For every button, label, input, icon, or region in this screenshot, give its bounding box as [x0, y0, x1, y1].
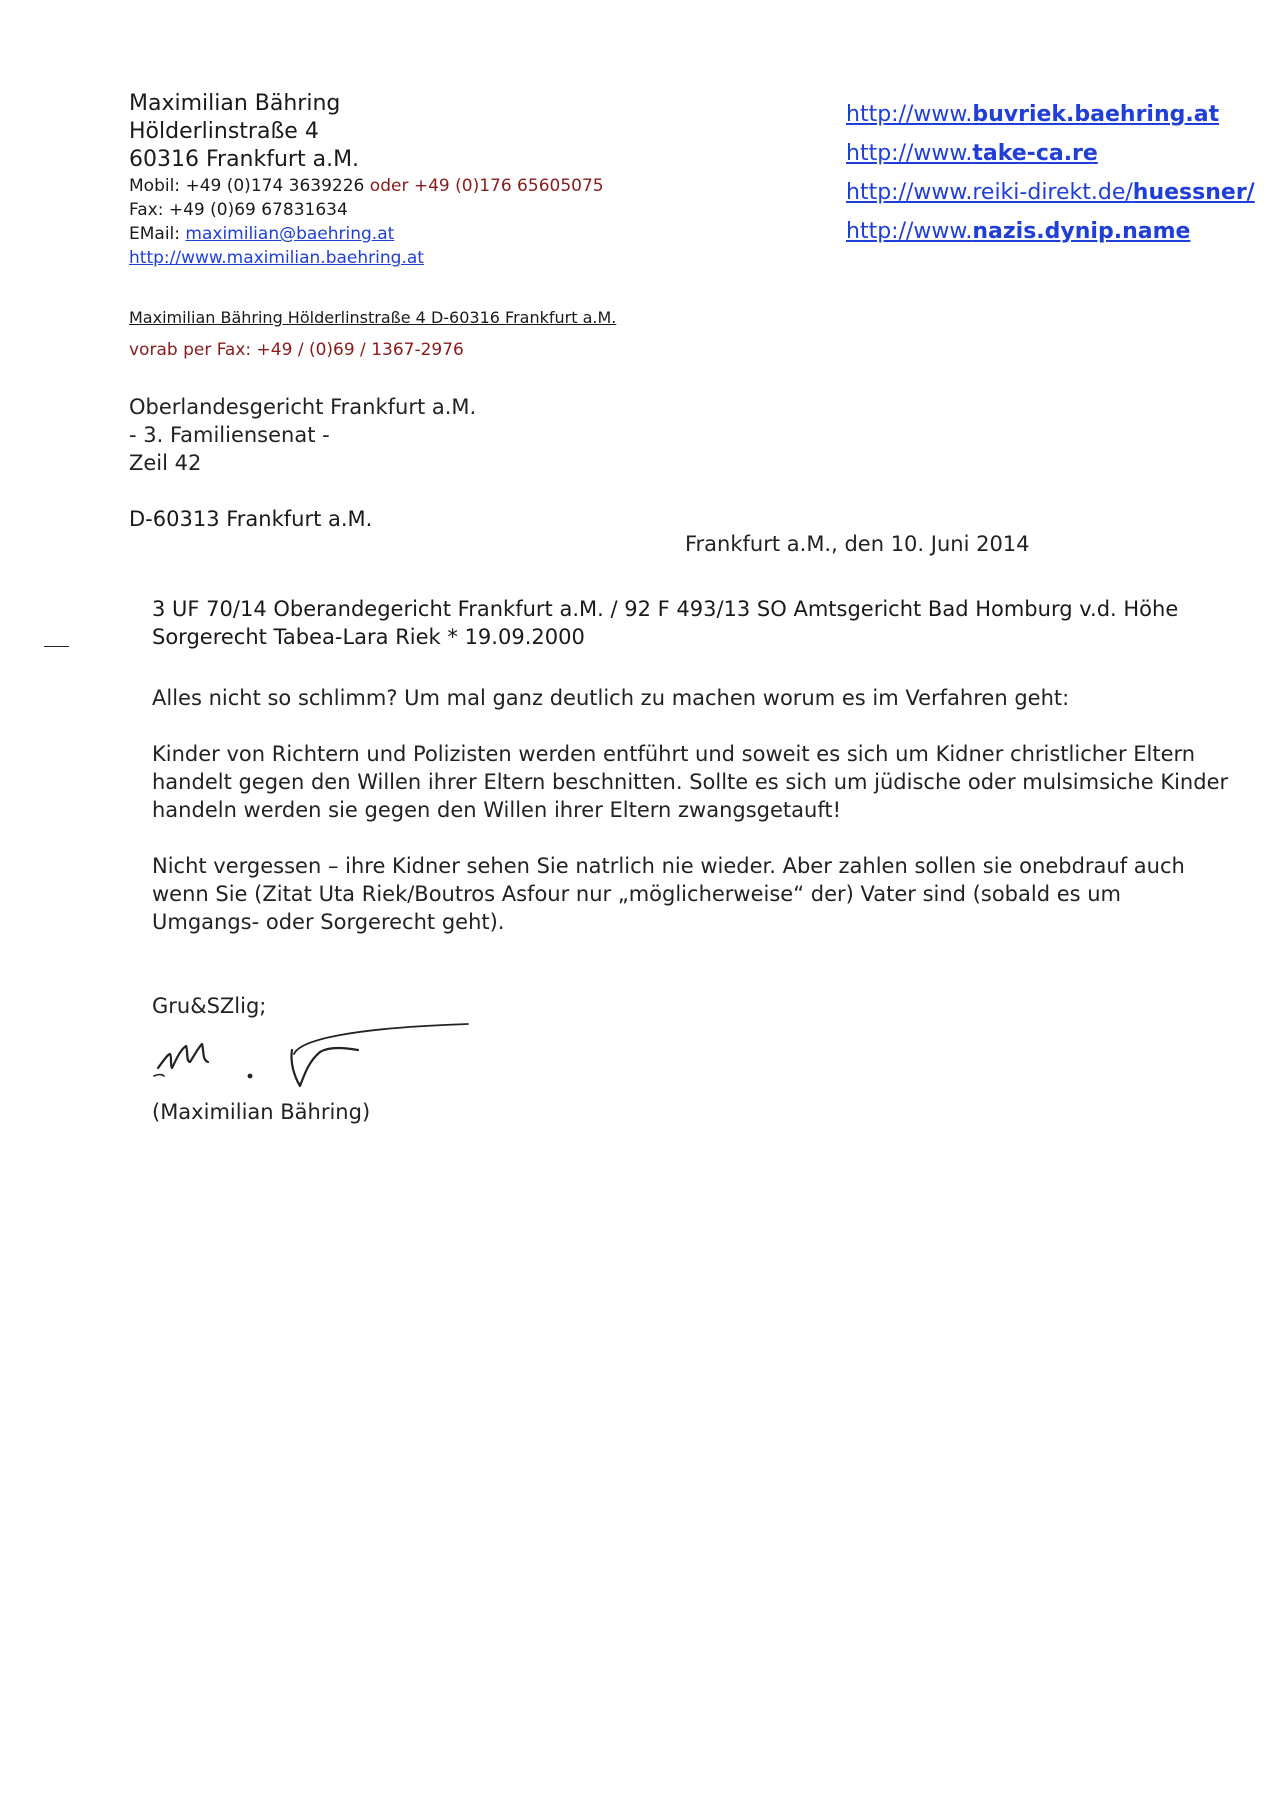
recipient-city: D-60313 Frankfurt a.M.: [129, 507, 373, 531]
subject-line-1: 3 UF 70/14 Oberandegericht Frankfurt a.M. / 92 F 493/13 SO Amtsgericht Bad Homburg v.d. Höhe: [152, 597, 1179, 621]
mobil-number-1: +49 (0)174 3639226: [185, 176, 365, 196]
fax-line: [129, 199, 348, 222]
weblink-1[interactable]: [846, 102, 1219, 127]
paragraph-1: Alles nicht so schlimm? Um mal ganz deutlich zu machen worum es im Verfahren geht:: [152, 686, 1070, 710]
mobil-label: Mobil:: [129, 176, 181, 196]
fax-label: Fax:: [129, 200, 164, 220]
mobil-or: oder: [369, 176, 409, 196]
sender-city: 60316 Frankfurt a.M.: [129, 147, 360, 172]
sender-street: Hölderlinstraße 4: [129, 119, 319, 144]
email-link[interactable]: maximilian@baehring.at: [185, 224, 395, 244]
date-line: Frankfurt a.M., den 10. Juni 2014: [685, 532, 1030, 556]
email-line: [129, 223, 394, 246]
paragraph-3-line-2: wenn Sie (Zitat Uta Riek/Boutros Asfour nur „möglicherweise“ der) Vater sind (sobald es um: [152, 882, 1122, 906]
weblink-prefix: http://www.: [846, 219, 973, 244]
weblink-prefix: http://www.reiki-direkt.de/: [846, 180, 1133, 205]
return-address: Maximilian Bähring Hölderlinstraße 4 D-60316 Frankfurt a.M.: [129, 308, 617, 327]
weblink-main: take-ca.re: [972, 141, 1098, 166]
weblink-4[interactable]: [846, 219, 1190, 244]
weblink-3[interactable]: [846, 180, 1255, 205]
weblink-main: huessner/: [1132, 180, 1255, 205]
paragraph-3-line-1: Nicht vergessen – ihre Kidner sehen Sie natrlich nie wieder. Aber zahlen sollen sie onebdrauf auch: [152, 854, 1185, 878]
email-label: EMail:: [129, 224, 180, 244]
handwritten-signature: [150, 1010, 470, 1090]
weblink-main: nazis.dynip.name: [972, 219, 1191, 244]
mobil-line: [129, 175, 604, 198]
recipient-line-3: Zeil 42: [129, 451, 202, 475]
subject-line-2: Sorgerecht Tabea-Lara Riek * 19.09.2000: [152, 625, 585, 649]
fold-mark: [44, 646, 69, 647]
mobil-number-2: +49 (0)176 65605075: [413, 176, 604, 196]
fax-note: vorab per Fax: +49 / (0)69 / 1367-2976: [129, 340, 464, 360]
paragraph-2-line-2: handelt gegen den Willen ihrer Eltern beschnitten. Sollte es sich um jüdische oder mulsimsiche Kinder: [152, 770, 1229, 794]
recipient-line-2: - 3. Familiensenat -: [129, 423, 330, 447]
fax-number: +49 (0)69 67831634: [168, 200, 348, 220]
website-line: [129, 247, 424, 270]
weblink-prefix: http://www.: [846, 102, 973, 127]
website-link[interactable]: http://www.maximilian.baehring.at: [129, 248, 424, 268]
paragraph-3-line-3: Umgangs- oder Sorgerecht geht).: [152, 910, 505, 934]
paragraph-2-line-3: handeln werden sie gegen den Willen ihrer Eltern zwangsgetauft!: [152, 798, 841, 822]
weblink-prefix: http://www.: [846, 141, 973, 166]
signature-name: (Maximilian Bähring): [152, 1100, 371, 1124]
paragraph-2-line-1: Kinder von Richtern und Polizisten werden entführt und soweit es sich um Kidner christlicher Eltern: [152, 742, 1196, 766]
weblink-main: buvriek.baehring.at: [972, 102, 1220, 127]
sender-name: Maximilian Bähring: [129, 91, 341, 116]
recipient-line-1: Oberlandesgericht Frankfurt a.M.: [129, 395, 477, 419]
weblink-2[interactable]: [846, 141, 1098, 166]
closing: Gru&SZlig;: [152, 994, 267, 1018]
